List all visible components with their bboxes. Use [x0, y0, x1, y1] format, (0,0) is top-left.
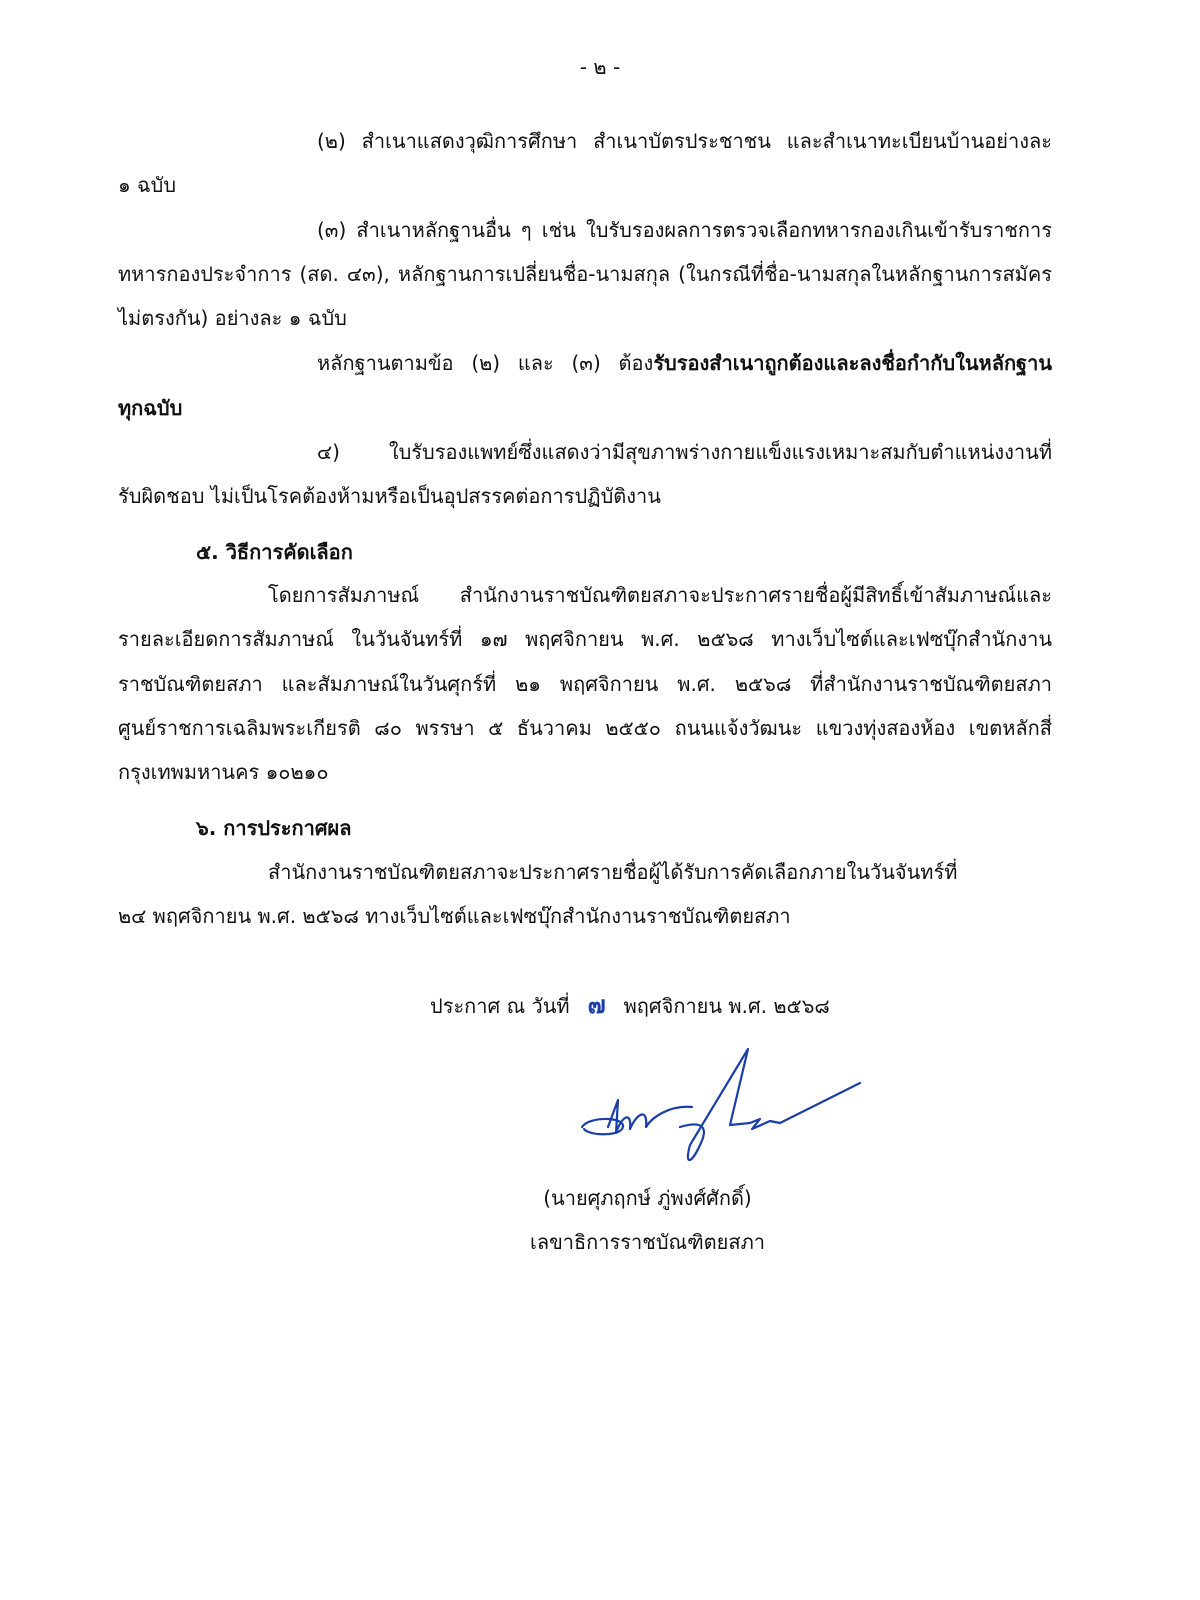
- section5-line: โดยการสัมภาษณ์ สำนักงานราชบัณฑิตยสภาจะประกาศรายชื่อผู้มีสิทธิ์เข้าสัมภาษณ์และ: [268, 583, 1052, 607]
- section5-heading: ๕. วิธีการคัดเลือก: [196, 540, 353, 564]
- section6-heading: ๖. การประกาศผล: [196, 816, 352, 840]
- signatory-name: (นายศุภฤกษ์ ภู่พงศ์ศักดิ์): [543, 1186, 752, 1210]
- item4-line1: ๔) ใบรับรองแพทย์ซึ่งแสดงว่ามีสุขภาพร่างกายแข็งแรงเหมาะสมกับตำแหน่งงานที่: [317, 440, 1052, 464]
- section5-line: ศูนย์ราชการเฉลิมพระเกียรติ ๘๐ พรรษา ๕ ธันวาคม ๒๕๕๐ ถนนแจ้งวัฒนะ แขวงทุ่งสองห้อง เขตหลักสี่: [118, 716, 1052, 740]
- section5-line: กรุงเทพมหานคร ๑๐๒๑๐: [118, 760, 329, 784]
- certify-note-line2: ทุกฉบับ: [118, 396, 183, 420]
- section5-line: รายละเอียดการสัมภาษณ์ ในวันจันทร์ที่ ๑๗ พฤศจิกายน พ.ศ. ๒๕๖๘ ทางเว็บไซต์และเฟซบุ๊กสำนักงาน: [118, 627, 1052, 651]
- item2-line1: (๒) สำเนาแสดงวุฒิการศึกษา สำเนาบัตรประชาชน และสำเนาทะเบียนบ้านอย่างละ: [317, 129, 1052, 153]
- section6-line: สำนักงานราชบัณฑิตยสภาจะประกาศรายชื่อผู้ได้รับการคัดเลือกภายในวันจันทร์ที่: [268, 860, 958, 884]
- item2-line2: ๑ ฉบับ: [118, 173, 177, 197]
- signature-image: [580, 1045, 880, 1165]
- announcement-day: ๗: [587, 991, 606, 1019]
- page-number: - ๒ -: [579, 55, 621, 79]
- certify-note-prefix: หลักฐานตามข้อ (๒) และ (๓) ต้อง: [317, 351, 654, 375]
- certify-note-bold: รับรองสำเนาถูกต้องและลงชื่อกำกับในหลักฐาน: [653, 351, 1052, 375]
- section6-line: ๒๔ พฤศจิกายน พ.ศ. ๒๕๖๘ ทางเว็บไซต์และเฟซบุ๊กสำนักงานราชบัณฑิตยสภา: [118, 904, 791, 928]
- item3-line1: (๓) สำเนาหลักฐานอื่น ๆ เช่น ใบรับรองผลการตรวจเลือกทหารกองเกินเข้ารับราชการ: [317, 218, 1052, 242]
- certify-note-line1: [317, 348, 1052, 378]
- announcement-suffix: พฤศจิกายน พ.ศ. ๒๕๖๘: [623, 994, 830, 1018]
- item3-line3: ไม่ตรงกัน) อย่างละ ๑ ฉบับ: [118, 306, 347, 330]
- announcement-date: [430, 990, 830, 1021]
- item4-line2: รับผิดชอบ ไม่เป็นโรคต้องห้ามหรือเป็นอุปสรรคต่อการปฏิบัติงาน: [118, 484, 661, 508]
- item3-line2: ทหารกองประจำการ (สด. ๔๓), หลักฐานการเปลี่ยนชื่อ-นามสกุล (ในกรณีที่ชื่อ-นามสกุลในหลักฐานการสมัคร: [118, 262, 1052, 286]
- announcement-prefix: ประกาศ ณ วันที่: [430, 994, 570, 1018]
- signatory-title: เลขาธิการราชบัณฑิตยสภา: [529, 1230, 765, 1254]
- section5-line: ราชบัณฑิตยสภา และสัมภาษณ์ในวันศุกร์ที่ ๒๑ พฤศจิกายน พ.ศ. ๒๕๖๘ ที่สำนักงานราชบัณฑิตยสภา: [118, 672, 1052, 696]
